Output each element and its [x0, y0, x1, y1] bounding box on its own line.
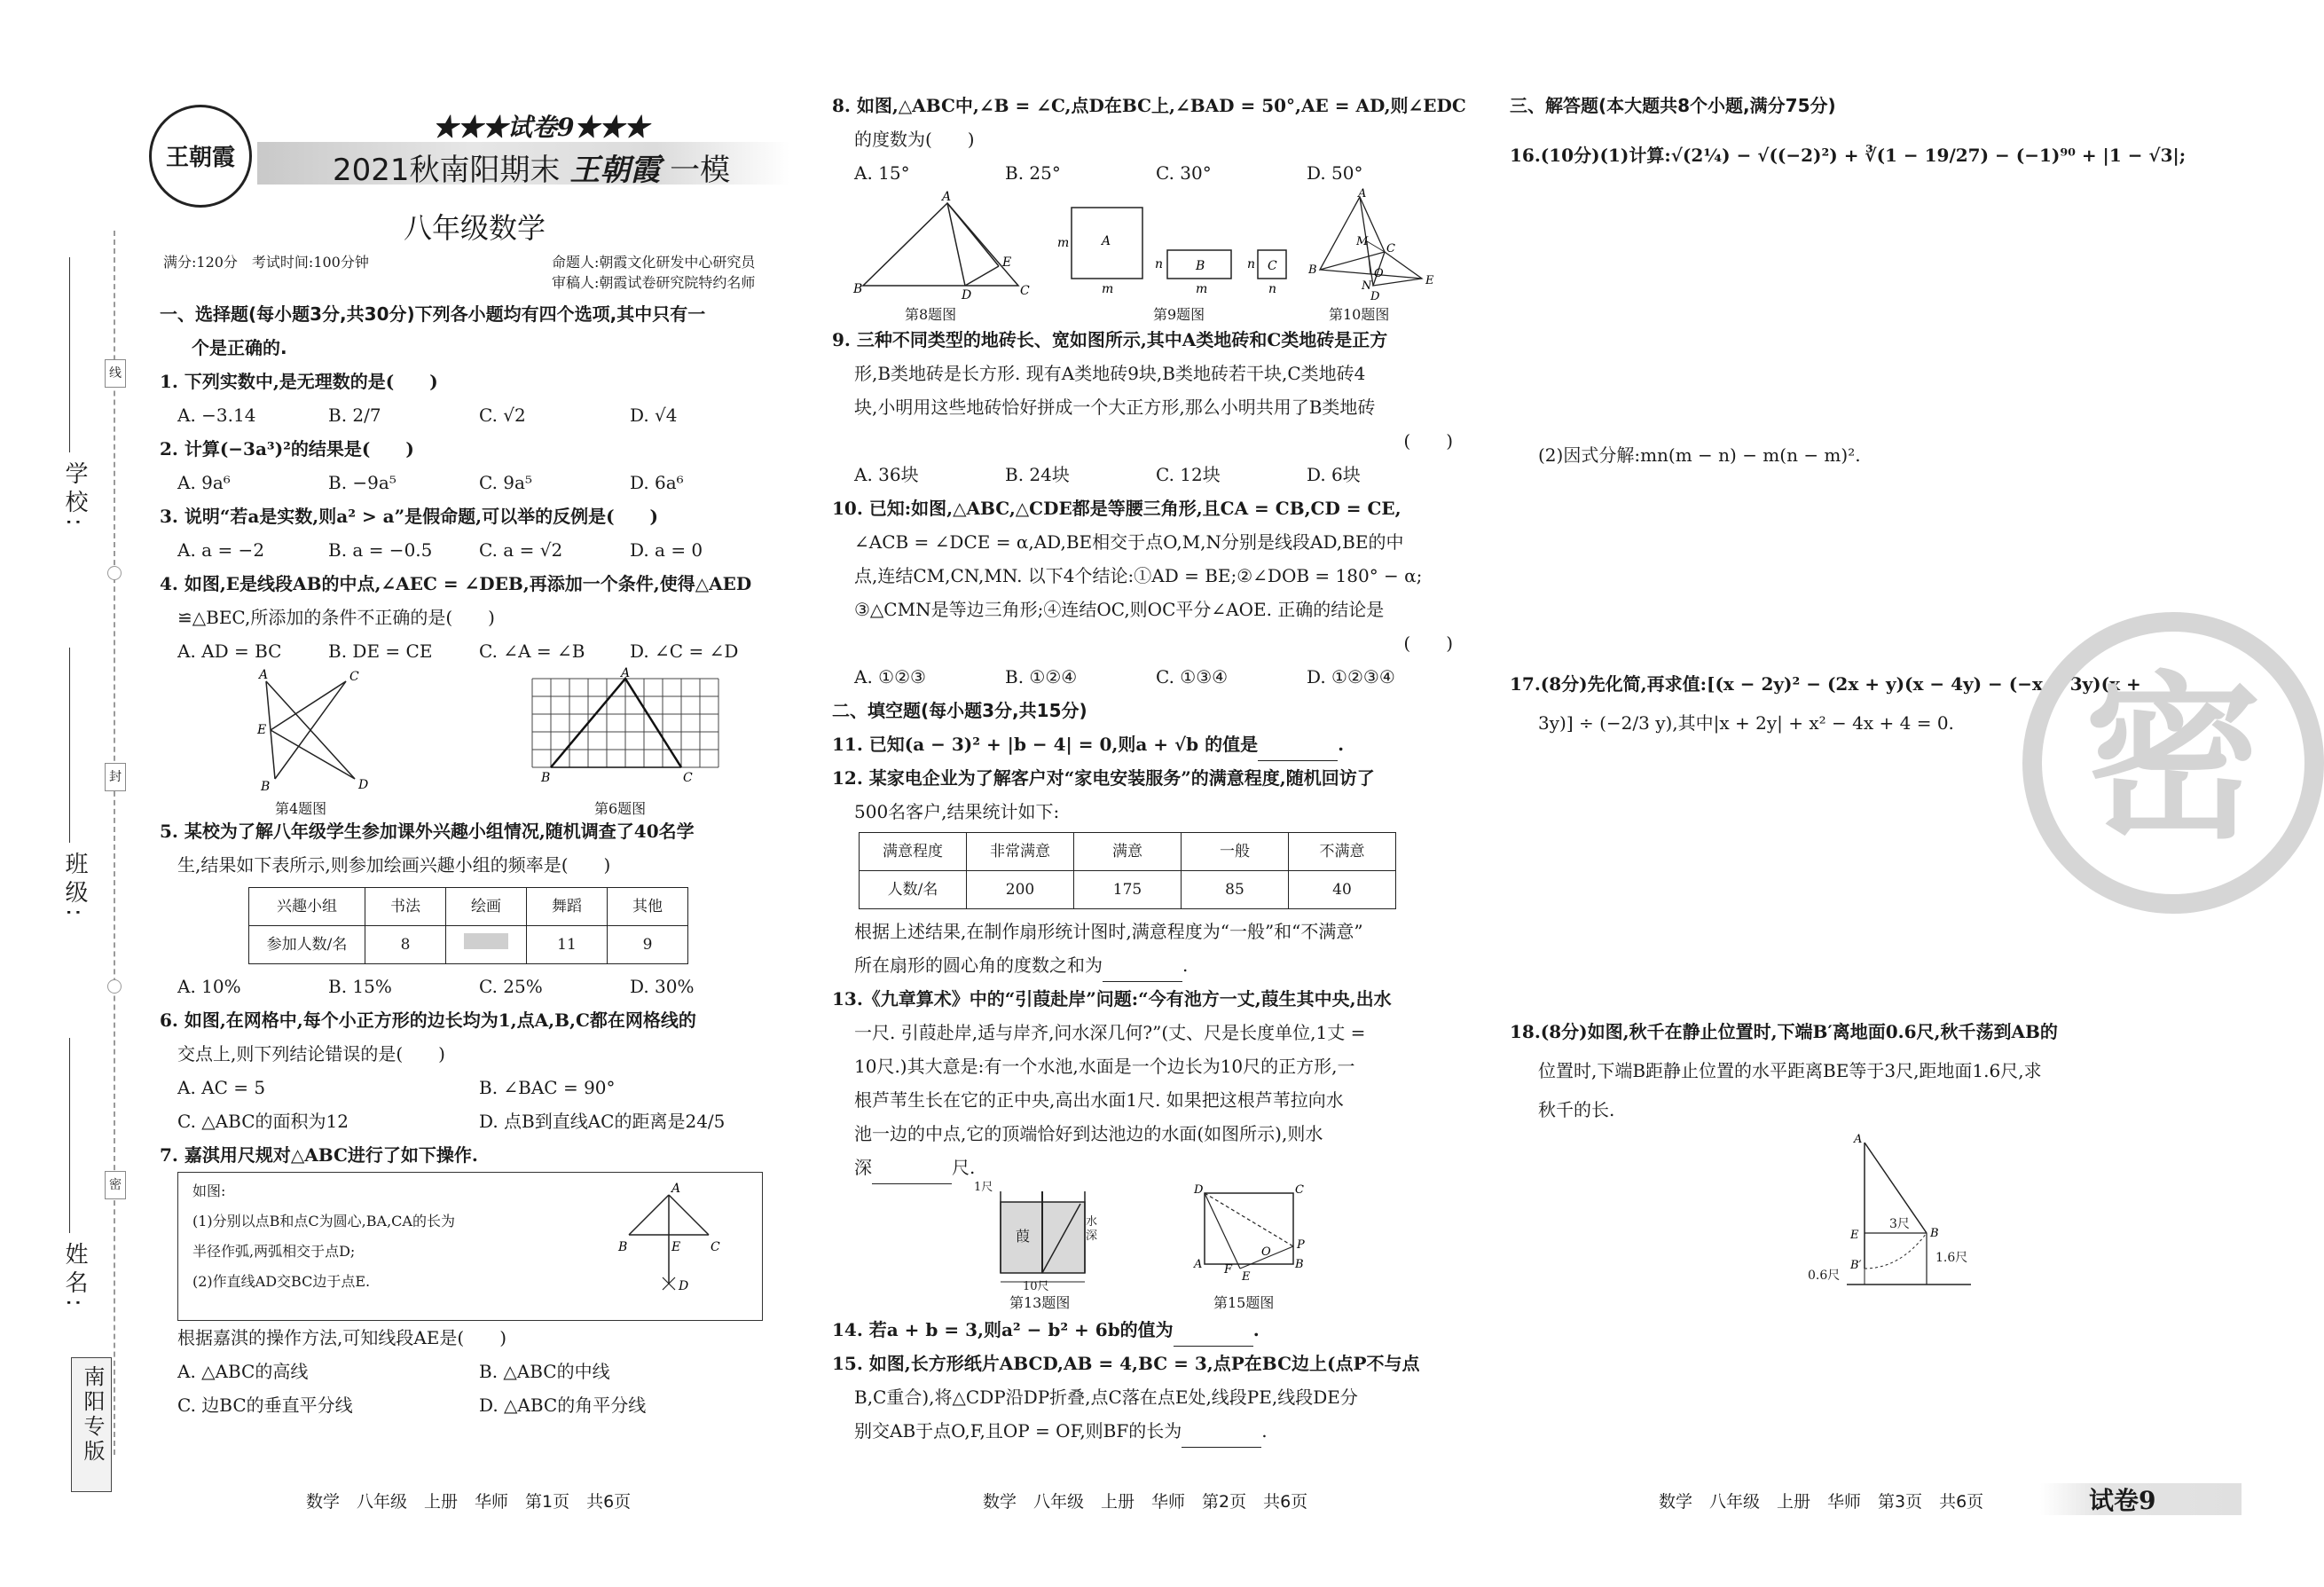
- q8-opt-d[interactable]: D. 50°: [1307, 162, 1363, 184]
- q1-opt-d[interactable]: D. √4: [630, 405, 678, 426]
- masked-value: [464, 933, 508, 949]
- q5-opt-d[interactable]: D. 30%: [630, 976, 695, 997]
- q9-opt-c[interactable]: C. 12块: [1156, 464, 1221, 485]
- q7-opt-a[interactable]: A. △ABC的高线: [177, 1361, 309, 1382]
- q15-cont-1: B,C重合),将△CDP沿DP折叠,点C落在点E处,线段PE,线段DE分: [854, 1387, 1358, 1408]
- q4-opt-c[interactable]: C. ∠A = ∠B: [479, 640, 585, 662]
- table-cell: 85: [1182, 871, 1289, 909]
- figure-4-caption: 第4题图: [275, 800, 327, 817]
- svg-text:E: E: [1850, 1229, 1859, 1242]
- svg-text:C: C: [1268, 259, 1277, 273]
- q2-opt-c[interactable]: C. 9a⁵: [479, 472, 532, 493]
- svg-text:E: E: [671, 1240, 681, 1254]
- figure-10-caption: 第10题图: [1329, 306, 1390, 323]
- svg-text:F: F: [1224, 1263, 1233, 1277]
- q1-opt-b[interactable]: B. 2/7: [328, 405, 381, 426]
- figure-9: [1045, 190, 1302, 301]
- q9-cont-2: 块,小明用这些地砖恰好拼成一个大正方形,那么小明共用了B类地砖: [854, 397, 1376, 418]
- table-cell: 舞蹈: [527, 888, 608, 926]
- table-cell: 绘画: [446, 888, 527, 926]
- q15-answer-blank[interactable]: [1182, 1429, 1261, 1448]
- q8-options: [832, 156, 1471, 190]
- q12-table: [859, 832, 1396, 909]
- figures-8-9-10: [832, 187, 1471, 323]
- q6-opt-a[interactable]: A. AC = 5: [177, 1077, 266, 1098]
- table-cell: 200: [967, 871, 1074, 909]
- q4: 4. 如图,E是线段AB的中点,∠AEC = ∠DEB,再添加一个条件,使得△AED: [160, 573, 752, 594]
- q7-box: [177, 1172, 763, 1321]
- q3-options: [160, 533, 798, 567]
- table-cell: 满意程度: [860, 833, 967, 871]
- q7-figure: [611, 1182, 726, 1306]
- binding-circle-1: [107, 566, 122, 580]
- section-1-heading: 一、选择题(每小题3分,共30分)下列各小题均有四个选项,其中只有一: [160, 303, 706, 325]
- q7-box-line: (2)作直线AD交BC边于点E.: [192, 1273, 371, 1290]
- q7-after: 根据嘉淇的操作方法,可知线段AE是( ): [177, 1327, 507, 1348]
- q6: 6. 如图,在网格中,每个小正方形的边长均为1,点A,B,C都在网格线的: [160, 1010, 696, 1031]
- q7-box-line: 如图:: [192, 1182, 226, 1199]
- q9-opt-a[interactable]: A. 36块: [854, 464, 919, 485]
- svg-text:A: A: [1854, 1133, 1863, 1146]
- binding-mark-seal: 封: [105, 763, 126, 791]
- q10-opt-c[interactable]: C. ①③④: [1156, 666, 1229, 687]
- author-2: 审稿人:朝霞试卷研究院特约名师: [552, 274, 756, 291]
- q3: 3. 说明“若a是实数,则a² > a”是假命题,可以举的反例是( ): [160, 506, 659, 527]
- q12-answer-blank[interactable]: [1103, 963, 1182, 982]
- q3-opt-c[interactable]: C. a = √2: [479, 539, 563, 561]
- q5-options: [160, 970, 798, 1003]
- q1: 1. 下列实数中,是无理数的是( ): [160, 371, 438, 392]
- svg-text:E: E: [1425, 274, 1434, 287]
- watermark-seal-glyph: 密: [2084, 656, 2262, 863]
- q16-part2: (2)因式分解:mn(m − n) − m(n − m)².: [1538, 444, 1861, 466]
- q2: 2. 计算(−3a³)²的结果是( ): [160, 438, 414, 460]
- q7-options-row1: [160, 1355, 798, 1388]
- svg-text:B: B: [1196, 259, 1205, 273]
- svg-text:n: n: [1247, 257, 1256, 271]
- svg-text:n: n: [1155, 257, 1164, 271]
- q7-box-line: 半径作弧,两弧相交于点D;: [192, 1243, 356, 1260]
- q7-opt-d[interactable]: D. △ABC的角平分线: [479, 1395, 647, 1416]
- q5-cont: 生,结果如下表所示,则参加绘画兴趣小组的频率是( ): [177, 854, 611, 876]
- q12-cont-3: 所在扇形的圆心角的度数之和为 .: [832, 948, 1471, 982]
- figure-10: [1307, 187, 1440, 303]
- header-logo: [149, 105, 252, 208]
- q2-opt-d[interactable]: D. 6a⁶: [630, 472, 684, 493]
- q15-cont-2-text: 别交AB于点O,F,且OP = OF,则BF的长为: [854, 1420, 1182, 1442]
- svg-text:C: C: [349, 670, 359, 684]
- q6-options-row2: [160, 1104, 798, 1138]
- q2-opt-a[interactable]: A. 9a⁶: [177, 472, 231, 493]
- table-row: [860, 833, 1396, 871]
- binding-mark-secret: 密: [105, 1171, 126, 1199]
- table-cell: 175: [1074, 871, 1182, 909]
- q4-opt-d[interactable]: D. ∠C = ∠D: [630, 640, 739, 662]
- svg-text:E: E: [1002, 255, 1012, 270]
- figure-13-depth-label: 水深: [1086, 1215, 1098, 1243]
- q10-opt-b[interactable]: B. ①②④: [1005, 666, 1078, 687]
- svg-text:O: O: [1374, 267, 1384, 280]
- q6-opt-b[interactable]: B. ∠BAC = 90°: [479, 1077, 616, 1098]
- section-1-heading-cont: 个是正确的.: [192, 337, 287, 358]
- footer-paper-label: 试卷9: [2089, 1486, 2156, 1515]
- table-cell: 参加人数/名: [249, 926, 365, 964]
- edition-label: 南阳专版: [80, 1365, 105, 1465]
- svg-text:B: B: [261, 780, 271, 794]
- q14: 14. 若a + b = 3,则a² − b² + 6b的值为 .: [832, 1313, 1471, 1347]
- q6-cont: 交点上,则下列结论错误的是( ): [177, 1043, 445, 1065]
- q9-opt-b[interactable]: B. 24块: [1005, 464, 1070, 485]
- subject-title: 八年级数学: [404, 211, 546, 245]
- q13: 13.《九章算术》中的“引葭赴岸”问题:“今有池方一丈,葭生其中央,出水: [832, 988, 1392, 1010]
- table-cell: 人数/名: [860, 871, 967, 909]
- figures-13-15: [832, 1181, 1471, 1313]
- q10-answer-paren: ( ): [1403, 632, 1453, 654]
- q9: 9. 三种不同类型的地砖长、宽如图所示,其中A类地砖和C类地砖是正方: [832, 329, 1388, 350]
- figure-4: [248, 668, 408, 792]
- q8-opt-c[interactable]: C. 30°: [1156, 162, 1212, 184]
- figure-18: [1838, 1135, 2033, 1295]
- svg-text:B′: B′: [1850, 1259, 1862, 1272]
- logo-text: 王朝霞: [165, 145, 235, 171]
- q10-opt-a[interactable]: A. ①②③: [854, 666, 926, 687]
- figure-18-label-06: 0.6尺: [1808, 1269, 1841, 1283]
- score-info: 满分:120分 考试时间:100分钟: [163, 254, 369, 271]
- q11-text: 11. 已知(a − 3)² + |b − 4| = 0,则a + √b 的值是: [832, 734, 1259, 755]
- svg-text:C: C: [711, 1240, 720, 1254]
- table-row: [249, 926, 688, 964]
- table-row: [860, 871, 1396, 909]
- figure-8: [850, 190, 1030, 302]
- table-cell: 兴趣小组: [249, 888, 365, 926]
- q3-opt-a[interactable]: A. a = −2: [177, 539, 265, 561]
- q8-cont: 的度数为( ): [854, 129, 975, 150]
- q14-text: 14. 若a + b = 3,则a² − b² + 6b的值为: [832, 1319, 1174, 1340]
- figure-15: [1187, 1184, 1311, 1291]
- svg-text:A: A: [1194, 1258, 1203, 1271]
- q7: 7. 嘉淇用尺规对△ABC进行了如下操作.: [160, 1144, 478, 1166]
- figure-18-label-16: 1.6尺: [1935, 1251, 1968, 1265]
- svg-text:n: n: [1268, 282, 1277, 296]
- name-label: 姓名:: [61, 1242, 88, 1312]
- svg-text:D: D: [679, 1279, 689, 1293]
- svg-text:A: A: [671, 1182, 681, 1196]
- q15: 15. 如图,长方形纸片ABCD,AB = 4,BC = 3,点P在BC边上(点P不与点: [832, 1353, 1420, 1374]
- q18-cont-1: 位置时,下端B距静止位置的水平距离BE等于3尺,距地面1.6尺,求: [1538, 1060, 2042, 1081]
- q10-opt-d[interactable]: D. ①②③④: [1307, 666, 1395, 687]
- q7-opt-c[interactable]: C. 边BC的垂直平分线: [177, 1395, 353, 1416]
- binding-dashed-line: [114, 231, 115, 1455]
- table-cell: 8: [365, 926, 446, 964]
- svg-text:C: C: [1386, 242, 1395, 255]
- class-field[interactable]: [69, 648, 70, 843]
- figure-13-reed-label: 葭: [1016, 1228, 1031, 1245]
- q12: 12. 某家电企业为了解客户对“家电安装服务”的满意程度,随机回访了: [832, 767, 1375, 789]
- svg-text:D: D: [962, 288, 972, 302]
- q13-cont-5: [832, 1151, 1471, 1184]
- q13-cont-3: 根芦苇生长在它的正中央,高出水面1尺. 如果把这根芦苇拉向水: [854, 1089, 1344, 1111]
- column-2: [832, 89, 1471, 1448]
- q6-options-row1: [160, 1071, 798, 1104]
- q10: 10. 已知:如图,△ABC,△CDE都是等腰三角形,且CA = CB,CD = CE,: [832, 498, 1401, 519]
- q11-answer-blank[interactable]: [1258, 742, 1338, 761]
- svg-text:N: N: [1362, 279, 1372, 293]
- q10-cont-1: ∠ACB = ∠DCE = α,AD,BE相交于点O,M,N分别是线段AD,BE的中: [854, 531, 1404, 553]
- q13-cont-2: 10尺.)其大意是:有一个水池,水面是一个边长为10尺的正方形,一: [854, 1056, 1355, 1077]
- q5: 5. 某校为了解八年级学生参加课外兴趣小组情况,随机调查了40名学: [160, 821, 695, 842]
- q9-cont-1: 形,B类地砖是长方形. 现有A类地砖9块,B类地砖若干块,C类地砖4: [854, 363, 1366, 384]
- q6-opt-c[interactable]: C. △ABC的面积为12: [177, 1111, 349, 1132]
- table-cell: 40: [1289, 871, 1396, 909]
- svg-text:m: m: [1196, 282, 1208, 296]
- q12-cont-2: 根据上述结果,在制作扇形统计图时,满意程度为“一般”和“不满意”: [854, 921, 1363, 942]
- q11: 11. 已知(a − 3)² + |b − 4| = 0,则a + √b 的值是 .: [832, 727, 1471, 761]
- table-cell: 9: [608, 926, 688, 964]
- svg-text:D: D: [1370, 290, 1380, 303]
- q7-box-line: (1)分别以点B和点C为圆心,BA,CA的长为: [192, 1213, 455, 1230]
- q4-options: [160, 634, 798, 668]
- section-3-heading: 三、解答题(本大题共8个小题,满分75分): [1510, 95, 1836, 116]
- q5-opt-c[interactable]: C. 25%: [479, 976, 543, 997]
- q2-options: [160, 466, 798, 499]
- svg-text:C: C: [1295, 1183, 1304, 1197]
- section-2-heading: 二、填空题(每小题3分,共15分): [832, 700, 1087, 721]
- svg-text:A: A: [259, 668, 269, 682]
- exam-title-suffix: 一模: [670, 153, 731, 188]
- q18-cont-2: 秋千的长.: [1538, 1099, 1615, 1120]
- table-cell: 非常满意: [967, 833, 1074, 871]
- svg-text:E: E: [257, 723, 267, 737]
- q4-opt-b[interactable]: B. DE = CE: [328, 640, 433, 662]
- figure-15-caption: 第15题图: [1213, 1294, 1275, 1311]
- footer-page-2: 数学 八年级 上册 华师 第2页 共6页: [983, 1492, 1308, 1512]
- table-cell: 满意: [1074, 833, 1182, 871]
- q9-opt-d[interactable]: D. 6块: [1307, 464, 1361, 485]
- svg-text:B: B: [541, 771, 551, 785]
- svg-text:C: C: [683, 771, 693, 785]
- q13-cont-4: 池一边的中点,它的顶端恰好到达池边的水面(如图所示),则水: [854, 1123, 1323, 1144]
- q13-unit: 尺.: [952, 1157, 976, 1178]
- exam-title: [333, 145, 730, 189]
- table-cell: 其他: [608, 888, 688, 926]
- school-field[interactable]: [69, 257, 70, 452]
- q5-table: [248, 887, 688, 964]
- q10-cont-3: ③△CMN是等边三角形;④连结OC,则OC平分∠AOE. 正确的结论是: [854, 599, 1385, 620]
- figure-13-top-label: 1尺: [974, 1181, 993, 1194]
- table-cell-masked: [446, 926, 527, 964]
- watermark-seal: [2022, 612, 2324, 914]
- q10-options: [832, 660, 1471, 694]
- binding-strip: [0, 0, 142, 1587]
- q1-opt-c[interactable]: C. √2: [479, 405, 526, 426]
- q9-answer-paren: ( ): [1403, 430, 1453, 452]
- q16-part1: 16.(10分)(1)计算:√(2¼) − √((−2)²) + ∛(1 − 19/27) − (−1)⁹⁰ + |1 − √3|;: [1510, 145, 2187, 166]
- q12-cont: 500名客户,结果统计如下:: [854, 801, 1060, 822]
- svg-text:B: B: [853, 282, 863, 296]
- exam-title-main: 2021秋南阳期末: [333, 153, 561, 188]
- q1-options: [160, 398, 798, 432]
- figure-6-caption: 第6题图: [594, 800, 647, 817]
- q8: 8. 如图,△ABC中,∠B = ∠C,点D在BC上,∠BAD = 50°,AE = AD,则∠EDC: [832, 95, 1466, 116]
- q17-cont: 3y)] ÷ (−2/3 y),其中|x + 2y| + x² − 4x + 4 = 0.: [1538, 712, 1954, 734]
- q8-opt-b[interactable]: B. 25°: [1005, 162, 1061, 184]
- class-label: 班级:: [61, 852, 88, 922]
- table-cell: 一般: [1182, 833, 1289, 871]
- svg-text:A: A: [1358, 187, 1367, 200]
- school-label: 学校:: [61, 461, 88, 531]
- q13-cont-5-text: 深: [854, 1157, 872, 1178]
- q15-cont-2: 别交AB于点O,F,且OP = OF,则BF的长为 .: [832, 1414, 1471, 1448]
- edition-box: [71, 1357, 112, 1492]
- svg-text:B: B: [1308, 263, 1317, 277]
- svg-text:P: P: [1297, 1238, 1305, 1252]
- q3-opt-d[interactable]: D. a = 0: [630, 539, 703, 561]
- table-cell: 11: [527, 926, 608, 964]
- svg-text:A: A: [1102, 234, 1111, 248]
- figure-8-caption: 第8题图: [905, 306, 957, 323]
- q4-opt-a[interactable]: A. AD = BC: [177, 640, 282, 662]
- svg-text:B: B: [1930, 1227, 1939, 1240]
- q5-opt-a[interactable]: A. 10%: [177, 976, 241, 997]
- q2-opt-b[interactable]: B. −9a⁵: [328, 472, 396, 493]
- figures-4-6: [160, 666, 798, 817]
- figure-13-bottom-label: 10尺: [1023, 1280, 1049, 1293]
- stars-title: ★★★试卷9★★★: [433, 113, 649, 142]
- figure-9-caption: 第9题图: [1153, 306, 1205, 323]
- q1-opt-a[interactable]: A. −3.14: [177, 405, 256, 426]
- binding-mark-line: 线: [105, 359, 126, 388]
- svg-text:E: E: [1242, 1270, 1251, 1284]
- q3-opt-b[interactable]: B. a = −0.5: [328, 539, 433, 561]
- table-cell: 书法: [365, 888, 446, 926]
- svg-text:C: C: [1020, 284, 1030, 298]
- author-1: 命题人:朝霞文化研发中心研究员: [552, 254, 756, 271]
- svg-text:m: m: [1057, 236, 1070, 250]
- q18: 18.(8分)如图,秋千在静止位置时,下端B′离地面0.6尺,秋千荡到AB的: [1510, 1021, 2058, 1042]
- exam-title-brand: 王朝霞: [569, 153, 661, 188]
- figure-18-label-3: 3尺: [1889, 1217, 1910, 1231]
- svg-text:O: O: [1261, 1245, 1271, 1259]
- svg-text:B: B: [618, 1240, 628, 1254]
- svg-text:M: M: [1356, 235, 1369, 248]
- svg-text:D: D: [1194, 1183, 1204, 1197]
- svg-text:B: B: [1295, 1258, 1304, 1271]
- q13-answer-blank[interactable]: [872, 1166, 952, 1184]
- q10-cont-2: 点,连结CM,CN,MN. 以下4个结论:①AD = BE;②∠DOB = 180° − α;: [854, 565, 1423, 586]
- q8-opt-a[interactable]: A. 15°: [854, 162, 910, 184]
- q7-options-row2: [160, 1388, 798, 1422]
- q6-opt-d[interactable]: D. 点B到直线AC的距离是24/5: [479, 1111, 726, 1132]
- table-cell: 不满意: [1289, 833, 1396, 871]
- q5-opt-b[interactable]: B. 15%: [328, 976, 392, 997]
- svg-text:D: D: [358, 778, 369, 792]
- q9-options: [832, 458, 1471, 491]
- q17: 17.(8分)先化简,再求值:[(x − 2y)² − (2x + y)(x − 4y) − (−x + 3y)(x +: [1510, 673, 2141, 695]
- q14-answer-blank[interactable]: [1174, 1328, 1253, 1347]
- table-row: [249, 888, 688, 926]
- footer-page-1: 数学 八年级 上册 华师 第1页 共6页: [306, 1492, 632, 1512]
- figure-18-wrap: [1510, 1135, 2148, 1313]
- q4-cont: ≌△BEC,所添加的条件不正确的是( ): [177, 607, 495, 628]
- figure-6: [523, 668, 727, 792]
- svg-text:A: A: [621, 666, 631, 680]
- footer-page-3: 数学 八年级 上册 华师 第3页 共6页: [1659, 1492, 1984, 1512]
- svg-text:A: A: [942, 190, 952, 204]
- q7-opt-b[interactable]: B. △ABC的中线: [479, 1361, 610, 1382]
- binding-circle-2: [107, 979, 122, 994]
- svg-text:m: m: [1102, 282, 1114, 296]
- name-field[interactable]: [69, 1038, 70, 1233]
- figure-13-caption: 第13题图: [1009, 1294, 1071, 1311]
- q13-cont-1: 一尺. 引葭赴岸,适与岸齐,问水深几何?”(丈、尺是长度单位,1丈 =: [854, 1022, 1366, 1043]
- q12-cont-3-text: 所在扇形的圆心角的度数之和为: [854, 955, 1103, 976]
- column-1: [160, 297, 798, 1422]
